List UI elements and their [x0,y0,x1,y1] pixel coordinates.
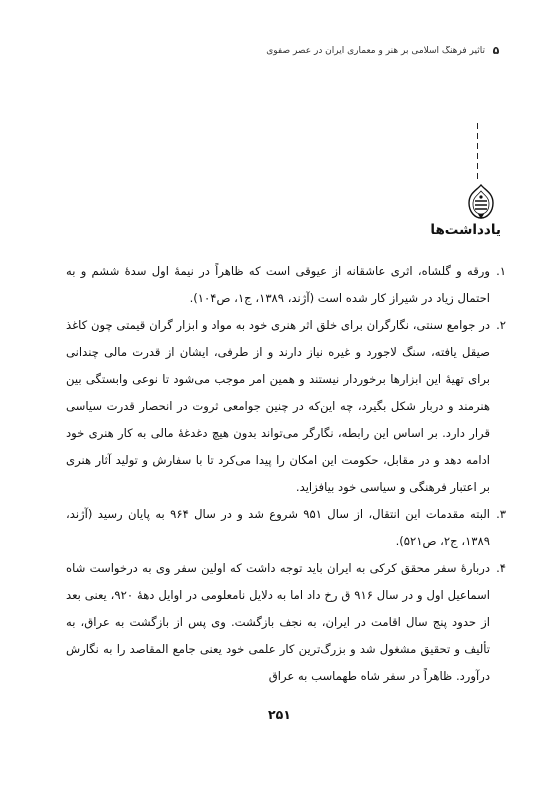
note-item [66,555,506,690]
note-text: دربارهٔ سفر محقق کرکی به ایران باید توجه داشت که اولین سفر وی به درخواست شاه اسماعیل اول و در سال ۹۱۶ ق رخ داد اما به دلایل نامعلومی در اوایل دههٔ ۹۲۰، یعنی بعد از حدود پنج سال اقامت در ایران، به نجف بازگشت. وی پس از بازگشت به عراق، به تألیف و تحقیق مشغول شد و بزرگ‌ترین کار علمی خود یعنی جامع المقاصد را به نگارش درآورد. ظاهراً در سفر شاه طهماسب به عراق [66,561,490,683]
notes-list [66,258,506,690]
note-text: ورقه و گلشاه، اثری عاشقانه از عیوقی است که ظاهراً در نیمهٔ اول سدهٔ ششم و به احتمال زیاد در شیراز کار شده است (آژند، ۱۳۸۹، ج۱، ص۱۰۴). [66,264,490,305]
page-mark: ۵ [492,44,500,57]
note-number: ۱. [496,264,506,278]
note-number: ۲. [496,318,506,332]
ornament-emblem-icon [464,184,498,220]
note-number: ۴. [496,561,506,575]
note-text: در جوامع سنتی، نگارگران برای خلق اثر هنری خود به مواد و ابزار گران قیمتی چون کاغذ صیقل یافته، سنگ لاجورد و غیره نیاز دارند و از طرفی، ایشان از قدرت مالی چندانی برای تهیهٔ این ابزارها برخوردار نیستند و همین امر موجب می‌شود تا نوعی وابستگی بین هنرمند و دربار شکل بگیرد، چه این‌که در چنین جوامعی ثروت در انحصار قدرت سیاسی قرار دارد. بر اساس این رابطه، نگارگر می‌تواند بدون هیچ دغدغهٔ مالی به کار هنری خود ادامه دهد و در مقابل، حکومت این امکان را پیدا می‌کرد تا با سفارش و تولید آثار هنری بر اعتبار فرهنگی و سیاسی خود بیافزاید. [66,318,490,494]
running-title: تاثیر فرهنگ اسلامی بر هنر و معماری ایران در عصر صفوی [266,46,485,56]
note-number: ۳. [496,507,506,521]
section-title: یادداشت‌ها [430,222,501,238]
note-item [66,312,506,501]
note-item [66,501,506,555]
page-number: ۲۵۱ [268,707,291,722]
note-text: البته مقدمات این انتقال، از سال ۹۵۱ شروع شد و در سال ۹۶۴ به پایان رسید (آژند، ۱۳۸۹، ج۲، ص۵۲۱). [66,507,491,548]
note-item [66,258,506,312]
